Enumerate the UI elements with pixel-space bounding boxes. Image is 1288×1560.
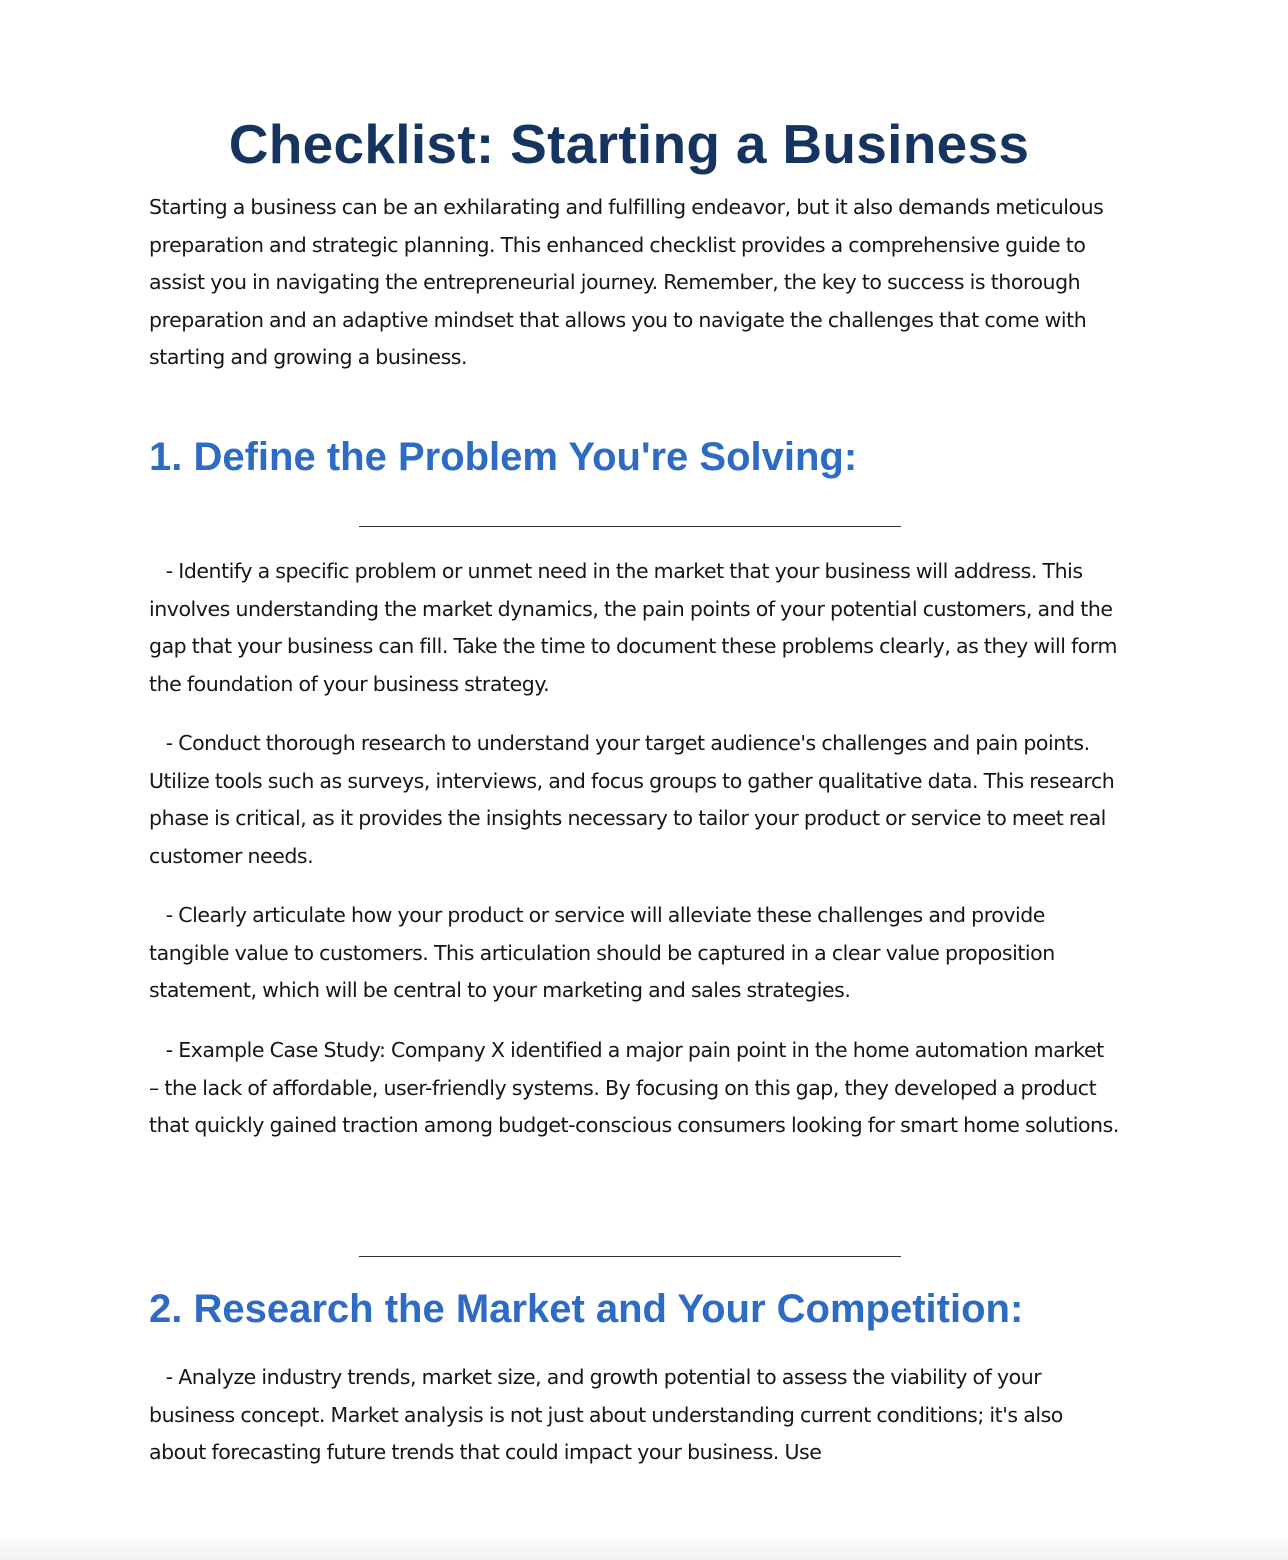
section-1-heading: 1. Define the Problem You're Solving: [149,435,858,479]
section-1-item-3: - Clearly articulate how your product or service will alleviate these challenges and provide tangible value to customers. This articulation should be captured in a clear value proposition statement, which will be central to your marketing and sales strategies. [149,903,1061,1003]
section-2-item-1: - Analyze industry trends, market size, and growth potential to assess the viability of your business concept. Market analysis is not just about understanding current conditions; it's also about forecasting future trends that could impact your business. Use [149,1365,1069,1465]
document-title: Checklist: Starting a Business [228,113,1030,175]
section-2-heading: 2. Research the Market and Your Competition: [149,1287,1024,1331]
section-divider [359,526,901,527]
intro-paragraph: Starting a business can be an exhilarating and fulfilling endeavor, but it also demands meticulous preparation and strategic planning. This enhanced checklist provides a comprehensive guide to assist you in navigating the entrepreneurial journey. Remember, the key to success is thorough preparation and an adaptive mindset that allows you to navigate the challenges that come with starting and growing a business. [149,195,1104,370]
page-bottom-edge [0,1534,1288,1560]
section-1-item-1: - Identify a specific problem or unmet need in the market that your business will address. This involves understanding the market dynamics, the pain points of your potential customers, and the gap that your business can fill. Take the time to document these problems clearly, as they will form the foundation of your business strategy. [149,559,1123,696]
section-divider [359,1256,901,1257]
section-1-item-4: - Example Case Study: Company X identified a major pain point in the home automation market – the lack of affordable, user-friendly systems. By focusing on this gap, they developed a product that quickly gained traction among budget-conscious consumers looking for smart home solutions. [149,1038,1119,1138]
section-1-item-2: - Conduct thorough research to understand your target audience's challenges and pain points. Utilize tools such as surveys, interviews, and focus groups to gather qualitative data. This research phase is critical, as it provides the insights necessary to tailor your product or service to meet real customer needs. [149,731,1120,868]
